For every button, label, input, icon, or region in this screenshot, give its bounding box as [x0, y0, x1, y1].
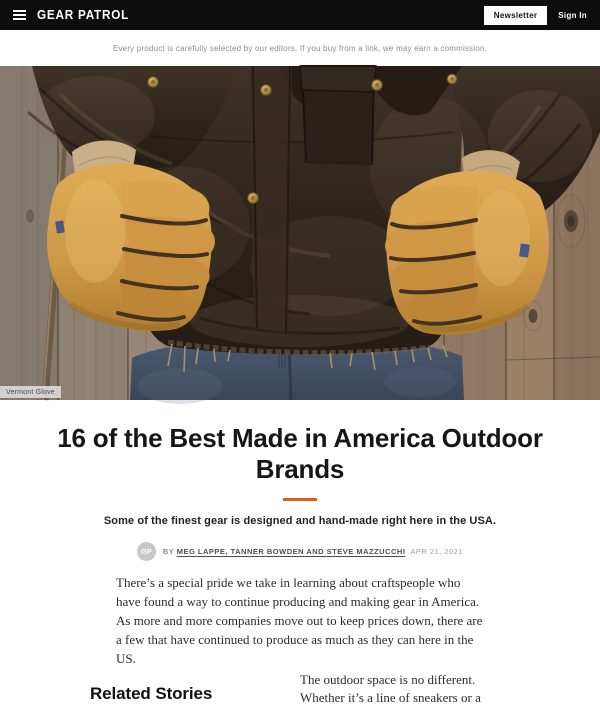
byline	[0, 542, 600, 561]
top-nav	[0, 0, 600, 30]
byline-prefix: BY	[162, 547, 177, 557]
hero-photo-illustration	[0, 66, 600, 400]
title-divider	[283, 498, 317, 501]
affiliate-disclaimer: Every product is carefully selected by our editors. If you buy from a link, we may earn a commission.	[0, 30, 600, 66]
menu-icon[interactable]	[13, 10, 26, 20]
article-dek: Some of the finest gear is designed and hand-made right here in the USA.	[103, 515, 497, 528]
related-stories-heading: Related Stories	[90, 683, 213, 703]
image-credit: Vermont Glove	[0, 386, 61, 398]
gear-patrol-logo[interactable]: GEAR PATROL	[37, 8, 130, 22]
article	[0, 423, 600, 708]
continuation-paragraph: The outdoor space is no different. Whether it’s a line of sneakers or a	[300, 671, 481, 706]
newsletter-button[interactable]: Newsletter	[484, 6, 547, 25]
sign-in-link[interactable]: Sign In	[558, 10, 587, 20]
author-avatar: GP	[137, 542, 156, 561]
article-date: APR 21, 2021	[410, 547, 464, 557]
hero-image	[0, 66, 600, 400]
page-title: 16 of the Best Made in America Outdoor Brands	[57, 423, 543, 485]
authors-link[interactable]: MEG LAPPE, TANNER BOWDEN AND STEVE MAZZUCCHI	[176, 547, 406, 557]
intro-paragraph: There’s a special pride we take in learning about craftspeople who have found a way to continue producing and making gear in America. As more and more companies move out to keep prices down, there are a few that have continued to produce as much as they can here in the US.	[116, 575, 483, 666]
